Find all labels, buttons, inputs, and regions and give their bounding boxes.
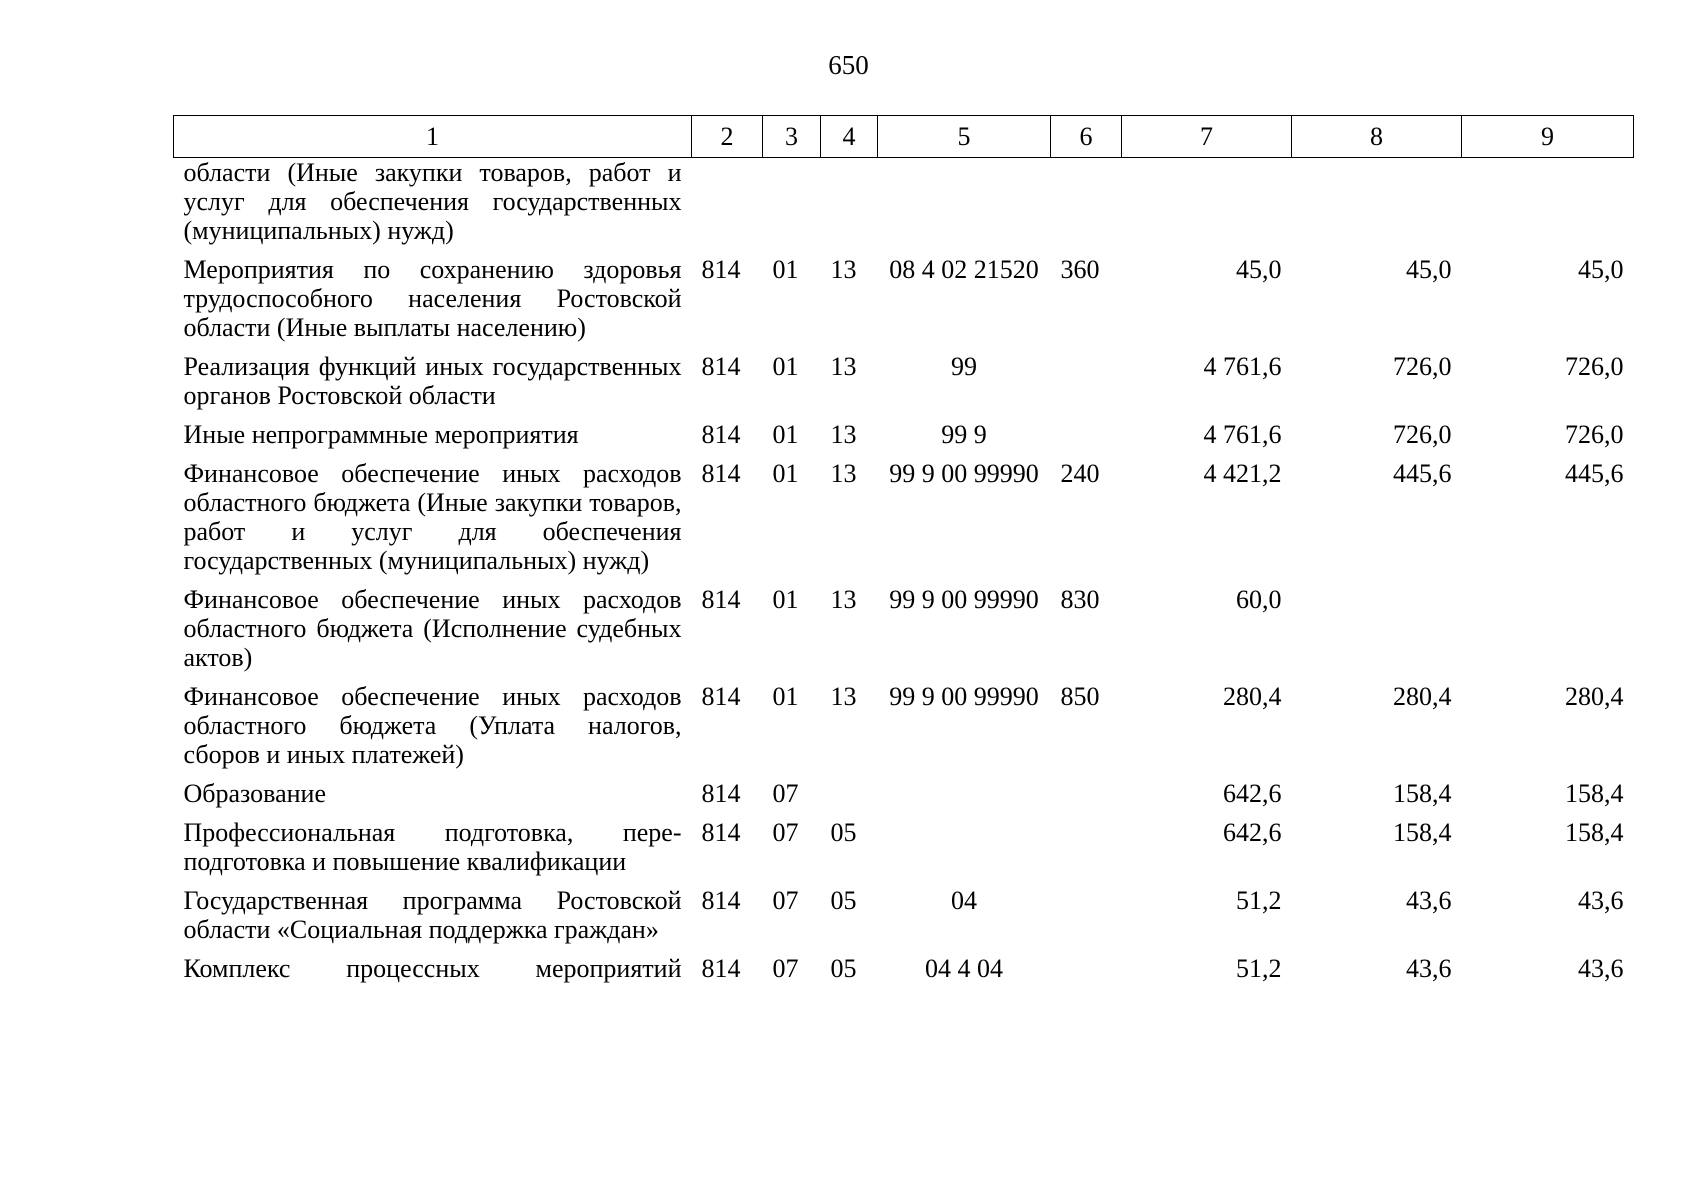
- cell-target-item: 04 4 04: [925, 954, 1003, 983]
- row-description: Финансовое обеспечение иных расходов областного бюджета (Исполнение судебных актов): [183, 585, 682, 672]
- cell-amount-col8: 45,0: [1406, 255, 1452, 284]
- cell-expense-type: 360: [1060, 255, 1100, 284]
- cell-section-code: [763, 158, 821, 253]
- cell-target-item: 99 9 00 99990: [889, 682, 1039, 711]
- table-header: [174, 116, 1634, 158]
- cell-subsection-code: [821, 158, 878, 253]
- cell-amount-col7: 60,0: [1236, 585, 1282, 614]
- cell-amount-col7: 4 761,6: [1203, 352, 1282, 381]
- cell-amount-col9: [1462, 158, 1634, 253]
- cell-amount-col8: 158,4: [1393, 818, 1452, 847]
- cell-subsection-code: 05: [830, 954, 857, 983]
- cell-expense-type: [1051, 417, 1122, 456]
- cell-target-item: 99 9: [941, 420, 987, 449]
- row-description: Финансовое обеспечение иных расходов областного бюджета (Уплата налогов, сборов и иных платежей): [183, 682, 682, 769]
- cell-amount-col7: 51,2: [1236, 954, 1282, 983]
- header-row: [174, 116, 1634, 158]
- cell-section-code: 07: [772, 779, 799, 808]
- row-description: Комплекс процессных мероприятий: [183, 954, 682, 983]
- cell-expense-type: 830: [1060, 585, 1100, 614]
- cell-section-code: 01: [772, 459, 799, 488]
- column-header: 2: [692, 116, 763, 158]
- cell-amount-col9: 43,6: [1578, 954, 1624, 983]
- cell-amount-col7: 4 761,6: [1203, 420, 1282, 449]
- cell-amount-col7: 51,2: [1236, 886, 1282, 915]
- cell-target-item: 04: [951, 886, 977, 915]
- row-description: Реализация функций иных государственных органов Ростовской области: [183, 352, 682, 410]
- cell-target-item: 08 4 02 21520: [889, 255, 1039, 284]
- cell-target-item: [878, 776, 1051, 815]
- cell-ministry-code: 814: [701, 255, 741, 284]
- cell-section-code: 01: [772, 420, 799, 449]
- cell-ministry-code: 814: [701, 420, 741, 449]
- table-row: [174, 951, 1634, 990]
- row-description: Государственная программа Ростовской области «Социальная поддержка граждан»: [183, 886, 682, 944]
- cell-amount-col9: 726,0: [1565, 420, 1624, 449]
- cell-ministry-code: 814: [701, 954, 741, 983]
- cell-ministry-code: 814: [701, 818, 741, 847]
- cell-amount-col9: 45,0: [1578, 255, 1624, 284]
- cell-amount-col9: [1462, 582, 1634, 679]
- column-header: 8: [1292, 116, 1462, 158]
- table-row: [174, 815, 1634, 883]
- cell-amount-col8: 726,0: [1393, 420, 1452, 449]
- cell-amount-col8: 158,4: [1393, 779, 1452, 808]
- table-row: [174, 679, 1634, 776]
- page-number: 650: [828, 50, 869, 80]
- cell-subsection-code: 13: [830, 585, 857, 614]
- cell-amount-col8: 726,0: [1393, 352, 1452, 381]
- row-description: Финансовое обеспечение иных расходов областного бюджета (Иные закупки товаров, работ и услуг для обеспечения государственных (муниципальных) нужд): [183, 459, 682, 575]
- cell-subsection-code: 13: [830, 420, 857, 449]
- cell-target-item: 99: [951, 352, 977, 381]
- cell-amount-col8: 280,4: [1393, 682, 1452, 711]
- cell-amount-col8: 43,6: [1406, 886, 1452, 915]
- cell-expense-type: [1051, 883, 1122, 951]
- cell-expense-type: [1051, 815, 1122, 883]
- cell-subsection-code: 13: [830, 459, 857, 488]
- table-row: [174, 883, 1634, 951]
- cell-section-code: 01: [772, 352, 799, 381]
- cell-amount-col7: 642,6: [1223, 779, 1282, 808]
- column-header: 6: [1051, 116, 1122, 158]
- cell-amount-col9: 43,6: [1578, 886, 1624, 915]
- cell-target-item: [878, 815, 1051, 883]
- cell-ministry-code: 814: [701, 682, 741, 711]
- column-header: 7: [1122, 116, 1292, 158]
- cell-expense-type: 850: [1060, 682, 1100, 711]
- budget-table: [173, 115, 1634, 990]
- cell-amount-col8: [1292, 582, 1462, 679]
- cell-amount-col9: 726,0: [1565, 352, 1624, 381]
- cell-amount-col7: 280,4: [1223, 682, 1282, 711]
- table-row: [174, 158, 1634, 253]
- cell-ministry-code: 814: [701, 886, 741, 915]
- cell-amount-col7: [1122, 158, 1292, 253]
- cell-expense-type: [1051, 158, 1122, 253]
- cell-target-item: [878, 158, 1051, 253]
- table-row: [174, 252, 1634, 349]
- cell-section-code: 07: [772, 886, 799, 915]
- column-header: 9: [1462, 116, 1634, 158]
- table-body: [174, 158, 1634, 991]
- cell-amount-col9: 280,4: [1565, 682, 1624, 711]
- cell-subsection-code: 05: [830, 886, 857, 915]
- cell-subsection-code: 13: [830, 255, 857, 284]
- row-description: области (Иные закупки товаров, работ и услуг для обеспечения государственных (муниципальных) нужд): [183, 158, 682, 245]
- column-header: 5: [878, 116, 1051, 158]
- cell-amount-col9: 158,4: [1565, 818, 1624, 847]
- column-header: 3: [763, 116, 821, 158]
- cell-section-code: 01: [772, 255, 799, 284]
- row-description: Иные непрограммные мероприятия: [183, 420, 579, 449]
- cell-ministry-code: [692, 158, 763, 253]
- column-header: 4: [821, 116, 878, 158]
- cell-subsection-code: 13: [830, 352, 857, 381]
- table-row: [174, 776, 1634, 815]
- column-header: 1: [174, 116, 692, 158]
- row-description: Мероприятия по сохранению здоровья трудоспособного населения Ростовской области (Иные выплаты населению): [183, 255, 682, 342]
- cell-amount-col7: 642,6: [1223, 818, 1282, 847]
- table-row: [174, 456, 1634, 582]
- table-row: [174, 417, 1634, 456]
- cell-amount-col9: 445,6: [1565, 459, 1624, 488]
- cell-ministry-code: 814: [701, 459, 741, 488]
- row-description: Профессиональная подготовка, переподготовка и повышение квалификации: [183, 818, 682, 876]
- row-description: Образование: [183, 779, 327, 808]
- cell-section-code: 07: [772, 954, 799, 983]
- cell-ministry-code: 814: [701, 585, 741, 614]
- cell-expense-type: [1051, 349, 1122, 417]
- cell-ministry-code: 814: [701, 352, 741, 381]
- cell-section-code: 07: [772, 818, 799, 847]
- cell-section-code: 01: [772, 585, 799, 614]
- cell-amount-col8: 445,6: [1393, 459, 1452, 488]
- cell-amount-col9: 158,4: [1565, 779, 1624, 808]
- table-row: [174, 582, 1634, 679]
- cell-amount-col7: 4 421,2: [1203, 459, 1282, 488]
- table-row: [174, 349, 1634, 417]
- cell-section-code: 01: [772, 682, 799, 711]
- cell-amount-col8: 43,6: [1406, 954, 1452, 983]
- cell-amount-col7: 45,0: [1236, 255, 1282, 284]
- cell-subsection-code: [821, 776, 878, 815]
- cell-amount-col8: [1292, 158, 1462, 253]
- cell-ministry-code: 814: [701, 779, 741, 808]
- cell-expense-type: [1051, 951, 1122, 990]
- cell-expense-type: 240: [1060, 459, 1100, 488]
- cell-target-item: 99 9 00 99990: [889, 585, 1039, 614]
- cell-subsection-code: 05: [830, 818, 857, 847]
- cell-subsection-code: 13: [830, 682, 857, 711]
- cell-target-item: 99 9 00 99990: [889, 459, 1039, 488]
- cell-expense-type: [1051, 776, 1122, 815]
